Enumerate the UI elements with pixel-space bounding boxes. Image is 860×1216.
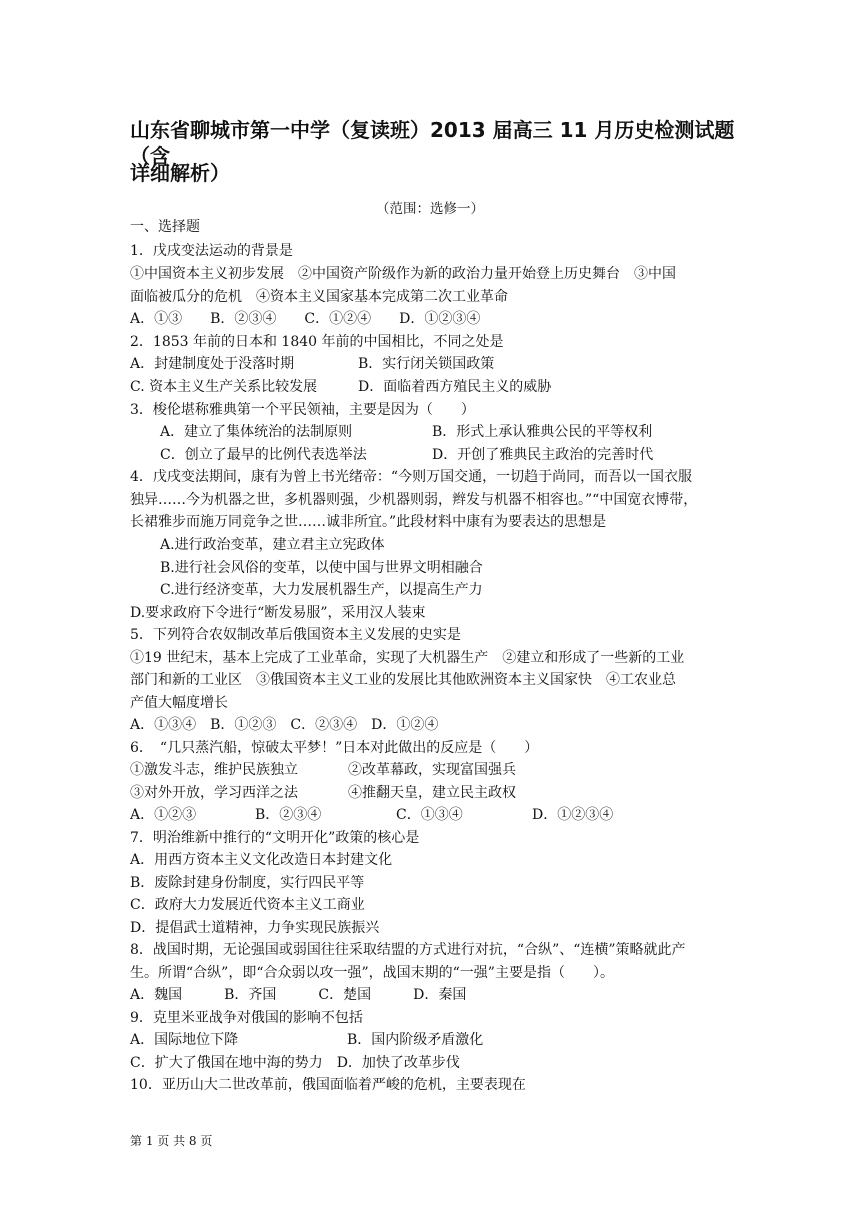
q4-option-b: B.进行社会风俗的变革，以使中国与世界文明相融合: [160, 560, 483, 576]
q3-option-d: D．开创了雅典民主政治的完善时代: [432, 447, 654, 463]
section-heading: 一、选择题: [130, 219, 200, 235]
q1-options: A．①③ B．②③④ C．①②④ D．①②③④: [130, 311, 481, 327]
q6-stem: 6． “几只蒸汽船，惊破太平梦！”日本对此做出的反应是（ ）: [130, 740, 539, 756]
q3-option-c: C．创立了最早的比例代表选举法: [160, 447, 367, 463]
q2-stem: 2．1853 年前的日本和 1840 年前的中国相比，不同之处是: [130, 334, 504, 350]
q5-items-line3: 产值大幅度增长: [130, 695, 228, 711]
q2-option-b: B．实行闭关锁国政策: [358, 356, 495, 372]
q1-stem: 1．戊戌变法运动的背景是: [130, 243, 293, 259]
q2-option-c: C. 资本主义生产关系比较发展: [130, 379, 318, 395]
q7-option-a: A．用西方资本主义文化改造日本封建文化: [130, 852, 393, 868]
q3-stem: 3．梭伦堪称雅典第一个平民领袖，主要是因为（ ）: [130, 402, 475, 418]
q6-option-c: C．①③④: [396, 807, 463, 823]
q4-option-d: D.要求政府下令进行“断发易服”，采用汉人装束: [130, 605, 426, 621]
q9-option-b: B．国内阶级矛盾激化: [347, 1032, 484, 1048]
q4-option-a: A.进行政治变革，建立君主立宪政体: [160, 537, 385, 553]
q7-option-b: B．废除封建身份制度，实行四民平等: [130, 875, 365, 891]
q9-stem: 9．克里米亚战争对俄国的影响不包括: [130, 1010, 363, 1026]
q7-option-d: D．提倡武士道精神，力争实现民族振兴: [130, 920, 380, 936]
q4-option-c: C.进行经济变革，大力发展机器生产，以提高生产力: [160, 582, 483, 598]
q5-items-line1: ①19 世纪末，基本上完成了工业革命，实现了大机器生产 ②建立和形成了一些新的工业: [130, 650, 685, 666]
q4-stem-line2: 独异……今为机器之世，多机器则强，少机器则弱，辫发与机器不相容也。”“中国宽衣博带，: [130, 492, 698, 508]
document-title-line1: 山东省聊城市第一中学（复读班）2013 届高三 11 月历史检测试题（含: [130, 118, 735, 168]
document-title-line2: 详细解析）: [130, 161, 230, 185]
q2-option-d: D．面临着西方殖民主义的威胁: [358, 379, 552, 395]
q6-option-a: A．①②③: [130, 807, 197, 823]
q9-options-cd: C．扩大了俄国在地中海的势力 D．加快了改革步伐: [130, 1055, 460, 1071]
q5-stem: 5．下列符合农奴制改革后俄国资本主义发展的史实是: [130, 627, 461, 643]
q1-items-line1: ①中国资本主义初步发展 ②中国资产阶级作为新的政治力量开始登上历史舞台 ③中国: [130, 266, 676, 282]
q4-stem-line1: 4．戊戌变法期间，康有为曾上书光绪帝：“今则万国交通，一切趋于尚同，而吾以一国衣服: [130, 469, 693, 485]
q6-item-1: ①激发斗志，维护民族独立: [130, 762, 298, 778]
q9-option-a: A．国际地位下降: [130, 1032, 239, 1048]
q6-item-4: ④推翻天皇，建立民主政权: [348, 785, 516, 801]
q2-option-a: A．封建制度处于没落时期: [130, 356, 295, 372]
q10-stem: 10．亚历山大二世改革前，俄国面临着严峻的危机，主要表现在: [130, 1077, 526, 1093]
q8-stem-line2: 生。所谓“合纵”，即“合众弱以攻一强”，战国末期的“一强”主要是指（ ）。: [130, 965, 614, 981]
q6-item-3: ③对外开放，学习西洋之法: [130, 785, 298, 801]
exam-scope: （范围：选修一）: [376, 201, 484, 217]
page-footer: 第 1 页 共 8 页: [130, 1134, 213, 1148]
q6-item-2: ②改革幕政，实现富国强兵: [348, 762, 516, 778]
q7-stem: 7．明治维新中推行的“文明开化”政策的核心是: [130, 830, 420, 846]
q7-option-c: C．政府大力发展近代资本主义工商业: [130, 897, 365, 913]
q4-stem-line3: 长裙雅步而施万同竞争之世……诚非所宜。”此段材料中康有为要表达的思想是: [130, 514, 607, 530]
q3-option-b: B．形式上承认雅典公民的平等权利: [432, 424, 653, 440]
q6-option-b: B．②③④: [255, 807, 322, 823]
q1-items-line2: 面临被瓜分的危机 ④资本主义国家基本完成第二次工业革命: [130, 289, 508, 305]
q8-stem-line1: 8．战国时期，无论强国或弱国往往采取结盟的方式进行对抗，“合纵”、“连横”策略就此产: [130, 942, 686, 958]
q5-options: A．①③④ B．①②③ C．②③④ D．①②④: [130, 717, 439, 733]
q3-option-a: A．建立了集体统治的法制原则: [160, 424, 353, 440]
q6-option-d: D．①②③④: [532, 807, 614, 823]
q5-items-line2: 部门和新的工业区 ③俄国资本主义工业的发展比其他欧洲资本主义国家快 ④工农业总: [130, 672, 676, 688]
q8-options: A．魏国 B．齐国 C．楚国 D．秦国: [130, 987, 467, 1003]
